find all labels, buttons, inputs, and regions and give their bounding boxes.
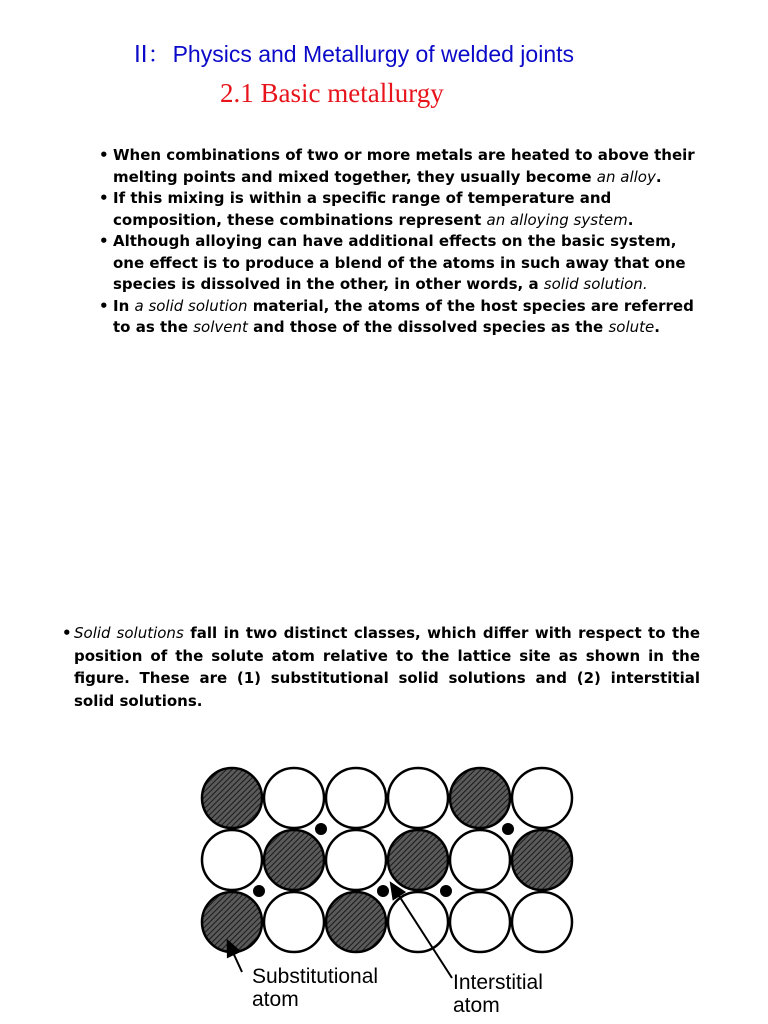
paragraph-emphasis: Solid solutions [74,624,184,642]
solid-solutions-paragraph [62,622,700,712]
interstitial-atom [440,885,452,897]
bullet-emphasis: solvent [193,318,248,336]
interstitial-atom [377,885,389,897]
solvent-atom [388,830,448,890]
solute-atom [326,830,386,890]
bullet-emphasis: an alloying system [486,210,628,229]
solute-atom [326,768,386,828]
solute-atom [512,892,572,952]
solute-atom [202,830,262,890]
bullet-text: If this mixing is within a specific range of temperature and composition, these combinations represent [113,189,612,229]
bullet-dot: • [62,624,72,642]
bullet-text: . [654,318,660,336]
solute-atom [388,892,448,952]
slide-title [134,36,754,69]
solute-atom [512,768,572,828]
section-heading: 2.1 Basic metallurgy [220,78,444,108]
interstitial-atom [315,823,327,835]
bullet-text: and those of the dissolved species as the [247,318,609,336]
bullet-item [98,188,708,231]
bullet-emphasis: a solid solution [134,296,248,315]
title-text: Physics and Metallurgy of welded joints [172,41,574,67]
solute-atom [264,768,324,828]
section-numeral: II： [134,42,171,68]
solute-atom [450,892,510,952]
bullet-text: material, the atoms of the host species are referred to as the [113,296,694,336]
interstitial-atom [502,823,514,835]
interstitial-atom [253,885,265,897]
lattice-atoms [202,768,572,952]
bullet-emphasis: solute [608,318,655,336]
paragraph-text: fall in two distinct classes, which differ with respect to the position of the solute atom relative to the lattice site as shown in the figure. These are (1) substitutional solid solutions and (2) interstitial solid solutions. [74,624,700,710]
solvent-atom [202,892,262,952]
solute-atom [264,892,324,952]
solvent-atom [326,892,386,952]
solvent-atom [202,768,262,828]
bullet-item [98,296,708,339]
solvent-atom [264,830,324,890]
solvent-atom [450,768,510,828]
solid-solution-figure [190,760,590,1018]
bullet-text: When combinations of two or more metals are heated to above their melting points and mixed together, they usually become [113,146,695,186]
bullet-emphasis: an alloy [596,167,656,186]
substitutional-label-line1: Substitutional [252,965,379,988]
bullet-text: Although alloying can have additional effects on the basic system, one effect is to produce a blend of the atoms in such away that one species is dissolved in the other, in other words, a [113,232,686,293]
interstitial-label-line2: atom [453,994,500,1017]
bullet-item [98,145,708,188]
bullet-text: . [655,167,662,186]
solvent-atom [512,830,572,890]
substitutional-label-line2: atom [252,988,299,1011]
bullet-item [98,231,708,296]
bullet-list [98,145,708,339]
bullet-emphasis: solid solution. [543,275,648,293]
interstitial-label-line1: Interstitial [453,971,543,994]
solute-atom [450,830,510,890]
solute-atom [388,768,448,828]
bullet-text: In [113,296,135,315]
bullet-text: . [627,210,634,229]
